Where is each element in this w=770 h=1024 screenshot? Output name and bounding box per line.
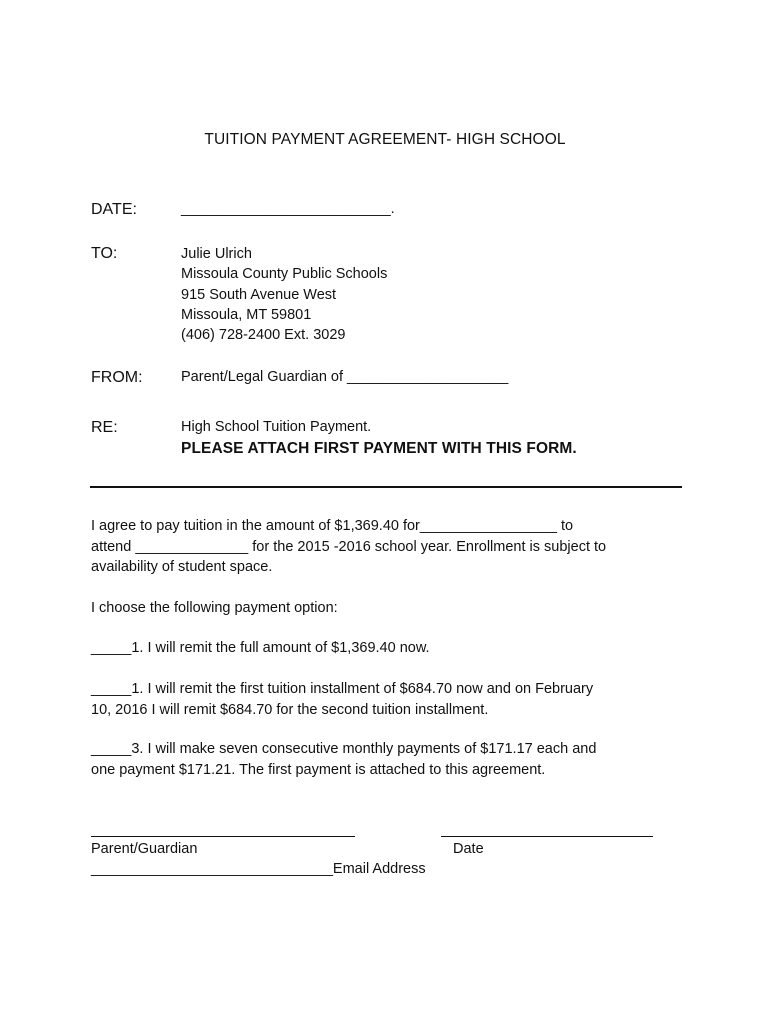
agreement-line-3: availability of student space. bbox=[91, 559, 273, 575]
horizontal-divider bbox=[90, 486, 682, 488]
to-phone: (406) 728-2400 Ext. 3029 bbox=[181, 327, 346, 344]
re-label: RE: bbox=[91, 419, 118, 436]
to-street: 915 South Avenue West bbox=[181, 286, 337, 303]
re-value: High School Tuition Payment. bbox=[181, 419, 372, 435]
attach-payment-notice: PLEASE ATTACH FIRST PAYMENT WITH THIS FORM. bbox=[181, 440, 577, 457]
to-label: TO: bbox=[91, 245, 118, 262]
date-signature-line bbox=[441, 836, 653, 837]
date-signature-label: Date bbox=[453, 841, 484, 857]
parent-guardian-label: Parent/Guardian bbox=[91, 841, 198, 857]
payment-option-2 bbox=[91, 679, 691, 720]
agreement-line-2: attend ______________ for the 2015 -2016 school year. Enrollment is subject to bbox=[91, 538, 607, 555]
payment-option-2-line-2: 10, 2016 I will remit $684.70 for the second tuition installment. bbox=[91, 701, 489, 718]
date-label: DATE: bbox=[91, 201, 137, 218]
date-blank: __________________________. bbox=[181, 201, 395, 217]
to-organization: Missoula County Public Schools bbox=[181, 266, 388, 283]
payment-option-1-line-1: _____1. I will remit the full amount of $1,369.40 now. bbox=[91, 640, 430, 656]
payment-option-3-line-2: one payment $171.21. The first payment is attached to this agreement. bbox=[91, 761, 546, 778]
payment-option-2-line-1: _____1. I will remit the first tuition installment of $684.70 now and on February bbox=[91, 681, 594, 697]
to-city-state-zip: Missoula, MT 59801 bbox=[181, 306, 312, 323]
to-address-block bbox=[181, 244, 387, 345]
from-label: FROM: bbox=[91, 369, 143, 386]
agreement-line-1: I agree to pay tuition in the amount of $1,369.40 for_________________ to bbox=[91, 518, 574, 534]
document-title: TUITION PAYMENT AGREEMENT- HIGH SCHOOL bbox=[204, 131, 566, 148]
payment-option-3-line-1: _____3. I will make seven consecutive monthly payments of $171.17 each and bbox=[91, 741, 597, 757]
agreement-paragraph bbox=[91, 516, 691, 578]
parent-signature-line bbox=[91, 836, 355, 837]
payment-option-1 bbox=[91, 638, 691, 659]
to-name: Julie Ulrich bbox=[181, 246, 252, 262]
payment-option-3 bbox=[91, 739, 691, 780]
email-address-line: ______________________________Email Address bbox=[91, 861, 426, 877]
from-value: Parent/Legal Guardian of ____________________ bbox=[181, 369, 509, 385]
payment-option-prompt: I choose the following payment option: bbox=[91, 600, 338, 616]
